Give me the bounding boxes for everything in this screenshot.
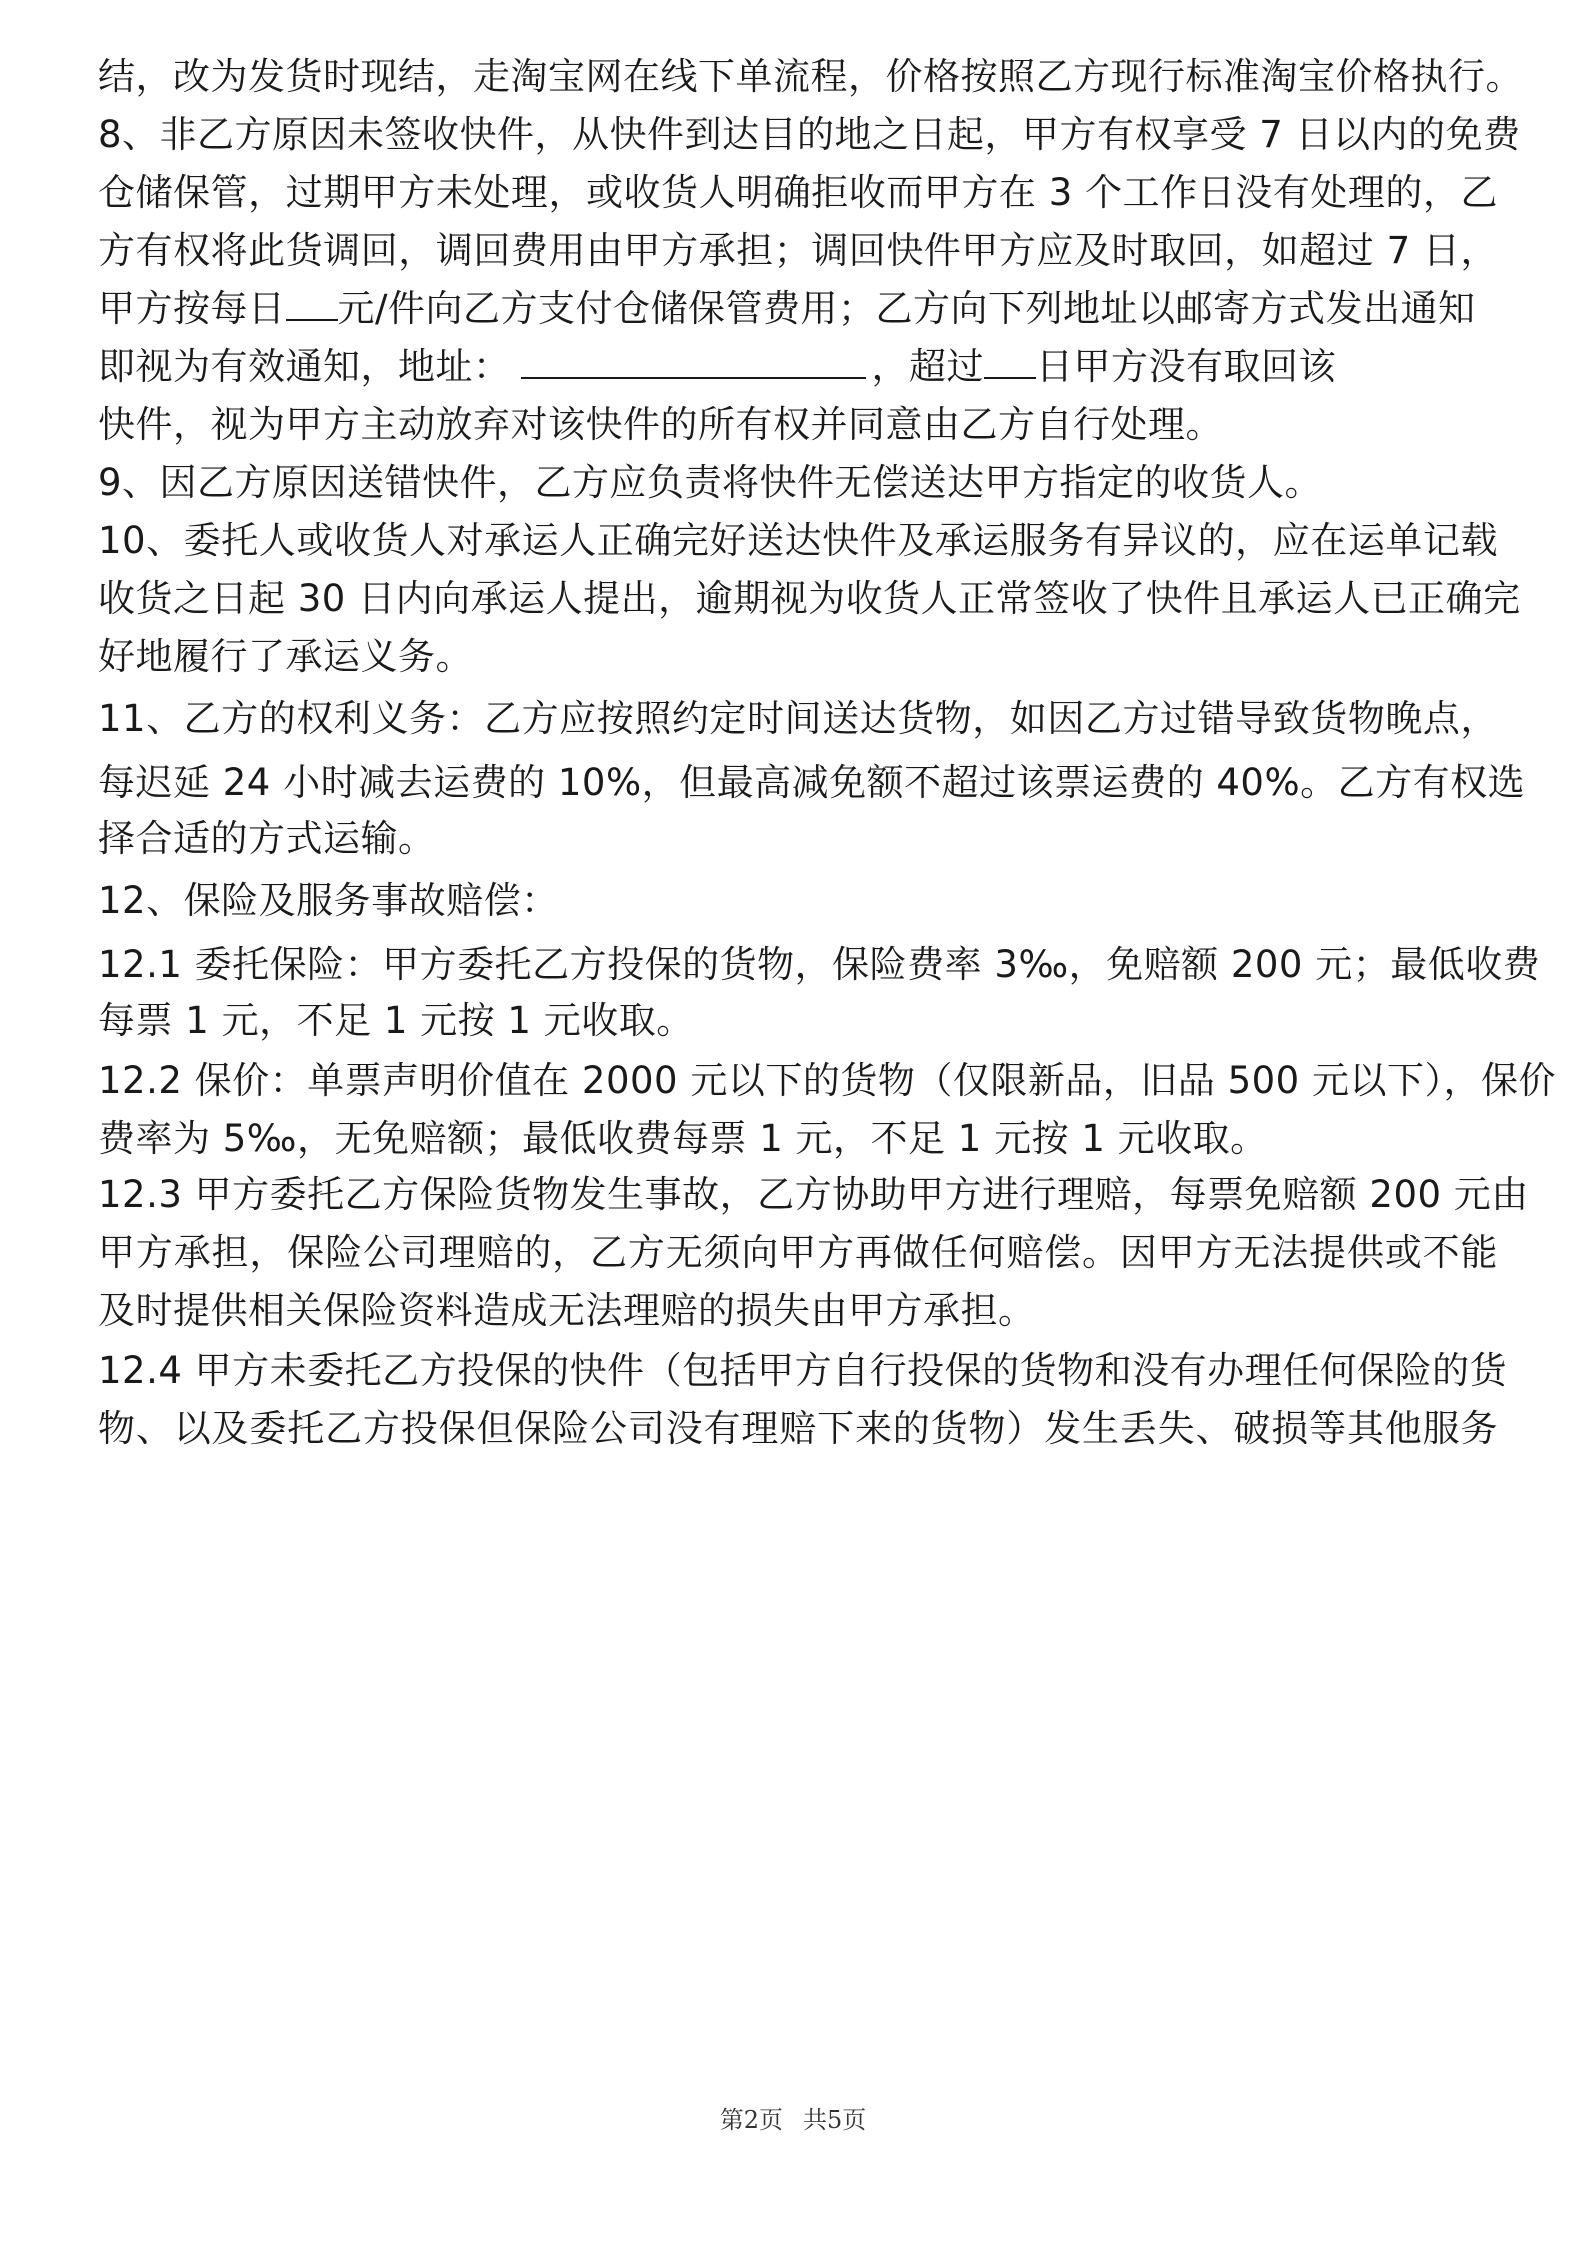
text-line-24: 物、以及委托乙方投保但保险公司没有理赔下来的货物）发生丢失、破损等其他服务 (98, 1407, 1498, 1450)
text-line-6-part-c: 日甲方没有取回该 (1036, 345, 1336, 388)
text-line-9: 10、委托人或收货人对承运人正确完好送达快件及承运服务有异议的，应在运单记载 (98, 519, 1498, 562)
text-line-8: 9、因乙方原因送错快件，乙方应负责将快件无偿送达甲方指定的收货人。 (98, 461, 1323, 504)
text-line-16: 12.1 委托保险：甲方委托乙方投保的货物，保险费率 3‰，免赔额 200 元；最低收费 (98, 943, 1541, 986)
text-line-2: 8、非乙方原因未签收快件，从快件到达目的地之日起，甲方有权享受 7 日以内的免费 (98, 113, 1521, 156)
text-line-22: 及时提供相关保险资料造成无法理赔的损失由甲方承担。 (98, 1289, 1036, 1332)
text-line-6 (98, 342, 1498, 392)
text-line-18: 12.2 保价：单票声明价值在 2000 元以下的货物（仅限新品，旧品 500 元以下），保价 (98, 1059, 1556, 1102)
page-total: 共5页 (803, 2106, 867, 2134)
days-blank (984, 343, 1036, 379)
text-line-13: 每迟延 24 小时减去运费的 10%，但最高减免额不超过该票运费的 40%。乙方有权选 (98, 761, 1526, 804)
text-line-5-part-b: 元/件向乙方支付仓储保管费用；乙方向下列地址以邮寄方式发出通知 (337, 287, 1476, 330)
text-line-21: 甲方承担，保险公司理赔的，乙方无须向甲方再做任何赔偿。因甲方无法提供或不能 (98, 1231, 1498, 1274)
text-line-10: 收货之日起 30 日内向承运人提出，逾期视为收货人正常签收了快件且承运人已正确完 (98, 577, 1521, 620)
text-line-7: 快件，视为甲方主动放弃对该快件的所有权并同意由乙方自行处理。 (98, 403, 1223, 446)
fee-blank (286, 285, 338, 321)
text-line-3: 仓储保管，过期甲方未处理，或收货人明确拒收而甲方在 3 个工作日没有处理的，乙 (98, 171, 1498, 214)
page-footer (0, 2100, 1586, 2135)
text-line-20: 12.3 甲方委托乙方保险货物发生事故，乙方协助甲方进行理赔，每票免赔额 200 元由 (98, 1173, 1529, 1216)
text-line-6-part-b: ，超过 (871, 345, 984, 388)
page-number: 第2页 (719, 2106, 783, 2134)
text-line-11: 好地履行了承运义务。 (98, 635, 473, 678)
text-line-17: 每票 1 元，不足 1 元按 1 元收取。 (98, 999, 694, 1042)
text-line-12: 11、乙方的权利义务：乙方应按照约定时间送达货物，如因乙方过错导致货物晚点， (98, 697, 1498, 740)
text-line-14: 择合适的方式运输。 (98, 817, 436, 860)
text-line-23: 12.4 甲方未委托乙方投保的快件（包括甲方自行投保的货物和没有办理任何保险的货 (98, 1349, 1508, 1392)
text-line-6-part-a: 即视为有效通知，地址： (98, 345, 511, 388)
text-line-15: 12、保险及服务事故赔偿： (98, 879, 559, 922)
text-line-1: 结，改为发货时现结，走淘宝网在线下单流程，价格按照乙方现行标准淘宝价格执行。 (98, 55, 1523, 98)
text-line-5-part-a: 甲方按每日 (98, 287, 286, 330)
address-blank (521, 343, 866, 379)
text-line-4: 方有权将此货调回，调回费用由甲方承担；调回快件甲方应及时取回，如超过 7 日， (98, 229, 1498, 272)
text-line-19: 费率为 5‰，无免赔额；最低收费每票 1 元，不足 1 元按 1 元收取。 (98, 1117, 1268, 1160)
text-line-5 (98, 284, 1498, 334)
